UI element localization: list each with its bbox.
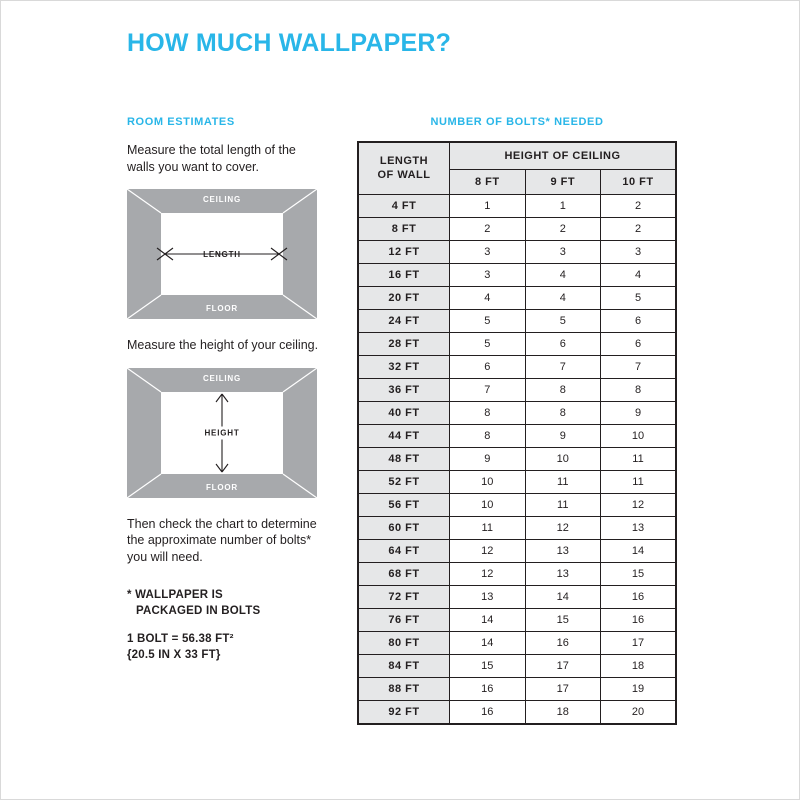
cell-8ft: 6 — [450, 356, 526, 379]
cell-8ft: 2 — [450, 218, 526, 241]
cell-9ft: 5 — [525, 310, 601, 333]
row-length: 16 FT — [358, 264, 450, 287]
cell-10ft: 2 — [601, 195, 677, 218]
header-length-of-wall — [358, 142, 450, 195]
page-title: HOW MUCH WALLPAPER? — [127, 29, 452, 57]
row-length: 8 FT — [358, 218, 450, 241]
cell-8ft: 3 — [450, 241, 526, 264]
cell-9ft: 8 — [525, 402, 601, 425]
step-1-text: Measure the total length of the walls you want to cover. — [127, 143, 296, 174]
bolts-table — [357, 141, 677, 725]
table-row — [358, 517, 676, 540]
cell-8ft: 8 — [450, 425, 526, 448]
cell-8ft: 12 — [450, 540, 526, 563]
table-row — [358, 241, 676, 264]
cell-10ft: 8 — [601, 379, 677, 402]
cell-10ft: 15 — [601, 563, 677, 586]
cell-9ft: 12 — [525, 517, 601, 540]
cell-9ft: 7 — [525, 356, 601, 379]
cell-10ft: 13 — [601, 517, 677, 540]
table-row — [358, 632, 676, 655]
diagram-length-label: LENGTH — [203, 250, 241, 259]
bolt-note-line-1: * WALLPAPER IS — [127, 589, 223, 601]
row-length: 56 FT — [358, 494, 450, 517]
cell-8ft: 16 — [450, 701, 526, 725]
row-length: 60 FT — [358, 517, 450, 540]
cell-10ft: 11 — [601, 448, 677, 471]
cell-8ft: 7 — [450, 379, 526, 402]
column-header-10ft: 10 FT — [601, 170, 677, 195]
cell-8ft: 5 — [450, 310, 526, 333]
cell-10ft: 16 — [601, 609, 677, 632]
cell-9ft: 10 — [525, 448, 601, 471]
row-length: 36 FT — [358, 379, 450, 402]
table-row — [358, 678, 676, 701]
row-length: 32 FT — [358, 356, 450, 379]
cell-9ft: 4 — [525, 287, 601, 310]
table-row — [358, 310, 676, 333]
row-length: 48 FT — [358, 448, 450, 471]
bolt-size-line-1: 1 BOLT = 56.38 FT² — [127, 633, 234, 646]
cell-8ft: 13 — [450, 586, 526, 609]
cell-9ft: 3 — [525, 241, 601, 264]
bolt-size-line-2: {20.5 IN X 33 FT} — [127, 649, 221, 662]
cell-9ft: 15 — [525, 609, 601, 632]
table-title: NUMBER OF BOLTS* NEEDED — [430, 116, 604, 128]
table-row — [358, 218, 676, 241]
diagram-height-label: HEIGHT — [201, 426, 242, 439]
row-length: 4 FT — [358, 195, 450, 218]
row-length: 84 FT — [358, 655, 450, 678]
cell-9ft: 9 — [525, 425, 601, 448]
cell-8ft: 4 — [450, 287, 526, 310]
cell-8ft: 3 — [450, 264, 526, 287]
row-length: 52 FT — [358, 471, 450, 494]
cell-10ft: 19 — [601, 678, 677, 701]
table-row — [358, 448, 676, 471]
cell-8ft: 16 — [450, 678, 526, 701]
table-row — [358, 563, 676, 586]
table-body — [358, 195, 676, 725]
cell-8ft: 15 — [450, 655, 526, 678]
cell-10ft: 5 — [601, 287, 677, 310]
cell-9ft: 8 — [525, 379, 601, 402]
cell-8ft: 14 — [450, 609, 526, 632]
column-header-8ft: 8 FT — [450, 170, 526, 195]
bolt-note — [127, 587, 327, 663]
cell-10ft: 14 — [601, 540, 677, 563]
cell-9ft: 17 — [525, 678, 601, 701]
table-row — [358, 701, 676, 725]
diagram-floor-label: FLOOR — [206, 482, 238, 492]
row-length: 68 FT — [358, 563, 450, 586]
cell-9ft: 1 — [525, 195, 601, 218]
table-row — [358, 655, 676, 678]
row-length: 44 FT — [358, 425, 450, 448]
room-diagram-height — [127, 368, 317, 498]
row-length: 24 FT — [358, 310, 450, 333]
cell-10ft: 2 — [601, 218, 677, 241]
table-row — [358, 287, 676, 310]
cell-8ft: 9 — [450, 448, 526, 471]
cell-10ft: 9 — [601, 402, 677, 425]
diagram-ceiling-label: CEILING — [202, 195, 242, 204]
column-header-9ft: 9 FT — [525, 170, 601, 195]
section-heading-room-estimates: ROOM ESTIMATES — [127, 116, 235, 128]
table-row — [358, 356, 676, 379]
cell-9ft: 16 — [525, 632, 601, 655]
cell-10ft: 17 — [601, 632, 677, 655]
header-height-of-ceiling: HEIGHT OF CEILING — [450, 142, 677, 170]
row-length: 88 FT — [358, 678, 450, 701]
row-length: 92 FT — [358, 701, 450, 725]
cell-8ft: 12 — [450, 563, 526, 586]
table-row — [358, 586, 676, 609]
cell-8ft: 10 — [450, 471, 526, 494]
row-length: 12 FT — [358, 241, 450, 264]
cell-8ft: 14 — [450, 632, 526, 655]
cell-9ft: 14 — [525, 586, 601, 609]
diagram-ceiling-label: CEILING — [202, 373, 242, 383]
cell-10ft: 7 — [601, 356, 677, 379]
table-row — [358, 333, 676, 356]
table-row — [358, 379, 676, 402]
row-length: 64 FT — [358, 540, 450, 563]
table-row — [358, 425, 676, 448]
bolts-table-section — [357, 116, 677, 725]
cell-9ft: 6 — [525, 333, 601, 356]
row-length: 80 FT — [358, 632, 450, 655]
cell-9ft: 18 — [525, 701, 601, 725]
cell-9ft: 11 — [525, 494, 601, 517]
cell-10ft: 4 — [601, 264, 677, 287]
table-row — [358, 264, 676, 287]
cell-10ft: 20 — [601, 701, 677, 725]
cell-8ft: 11 — [450, 517, 526, 540]
cell-8ft: 8 — [450, 402, 526, 425]
header-length-of-wall-line-1: LENGTH — [379, 154, 429, 167]
diagram-floor-label: FLOOR — [206, 304, 238, 313]
row-length: 72 FT — [358, 586, 450, 609]
table-row — [358, 471, 676, 494]
row-length: 28 FT — [358, 333, 450, 356]
cell-10ft: 16 — [601, 586, 677, 609]
table-row — [358, 402, 676, 425]
room-estimates-column — [127, 116, 327, 663]
table-header — [358, 142, 676, 195]
cell-8ft: 1 — [450, 195, 526, 218]
cell-8ft: 10 — [450, 494, 526, 517]
cell-10ft: 11 — [601, 471, 677, 494]
row-length: 40 FT — [358, 402, 450, 425]
table-row — [358, 540, 676, 563]
table-row — [358, 195, 676, 218]
header-length-of-wall-line-2: OF WALL — [377, 168, 431, 181]
table-row — [358, 494, 676, 517]
table-header-row-1 — [358, 142, 676, 170]
cell-10ft: 18 — [601, 655, 677, 678]
cell-9ft: 13 — [525, 563, 601, 586]
cell-10ft: 6 — [601, 310, 677, 333]
room-diagram-length — [127, 189, 317, 319]
row-length: 20 FT — [358, 287, 450, 310]
row-length: 76 FT — [358, 609, 450, 632]
cell-10ft: 6 — [601, 333, 677, 356]
cell-9ft: 2 — [525, 218, 601, 241]
cell-8ft: 5 — [450, 333, 526, 356]
cell-9ft: 17 — [525, 655, 601, 678]
table-row — [358, 609, 676, 632]
cell-9ft: 11 — [525, 471, 601, 494]
step-2-text: Measure the height of your ceiling. — [127, 338, 319, 352]
cell-10ft: 3 — [601, 241, 677, 264]
cell-10ft: 12 — [601, 494, 677, 517]
step-3-text: Then check the chart to determine the approximate number of bolts* you will need. — [127, 516, 317, 564]
cell-9ft: 4 — [525, 264, 601, 287]
cell-9ft: 13 — [525, 540, 601, 563]
cell-10ft: 10 — [601, 425, 677, 448]
bolt-note-line-2: PACKAGED IN BOLTS — [136, 605, 261, 618]
